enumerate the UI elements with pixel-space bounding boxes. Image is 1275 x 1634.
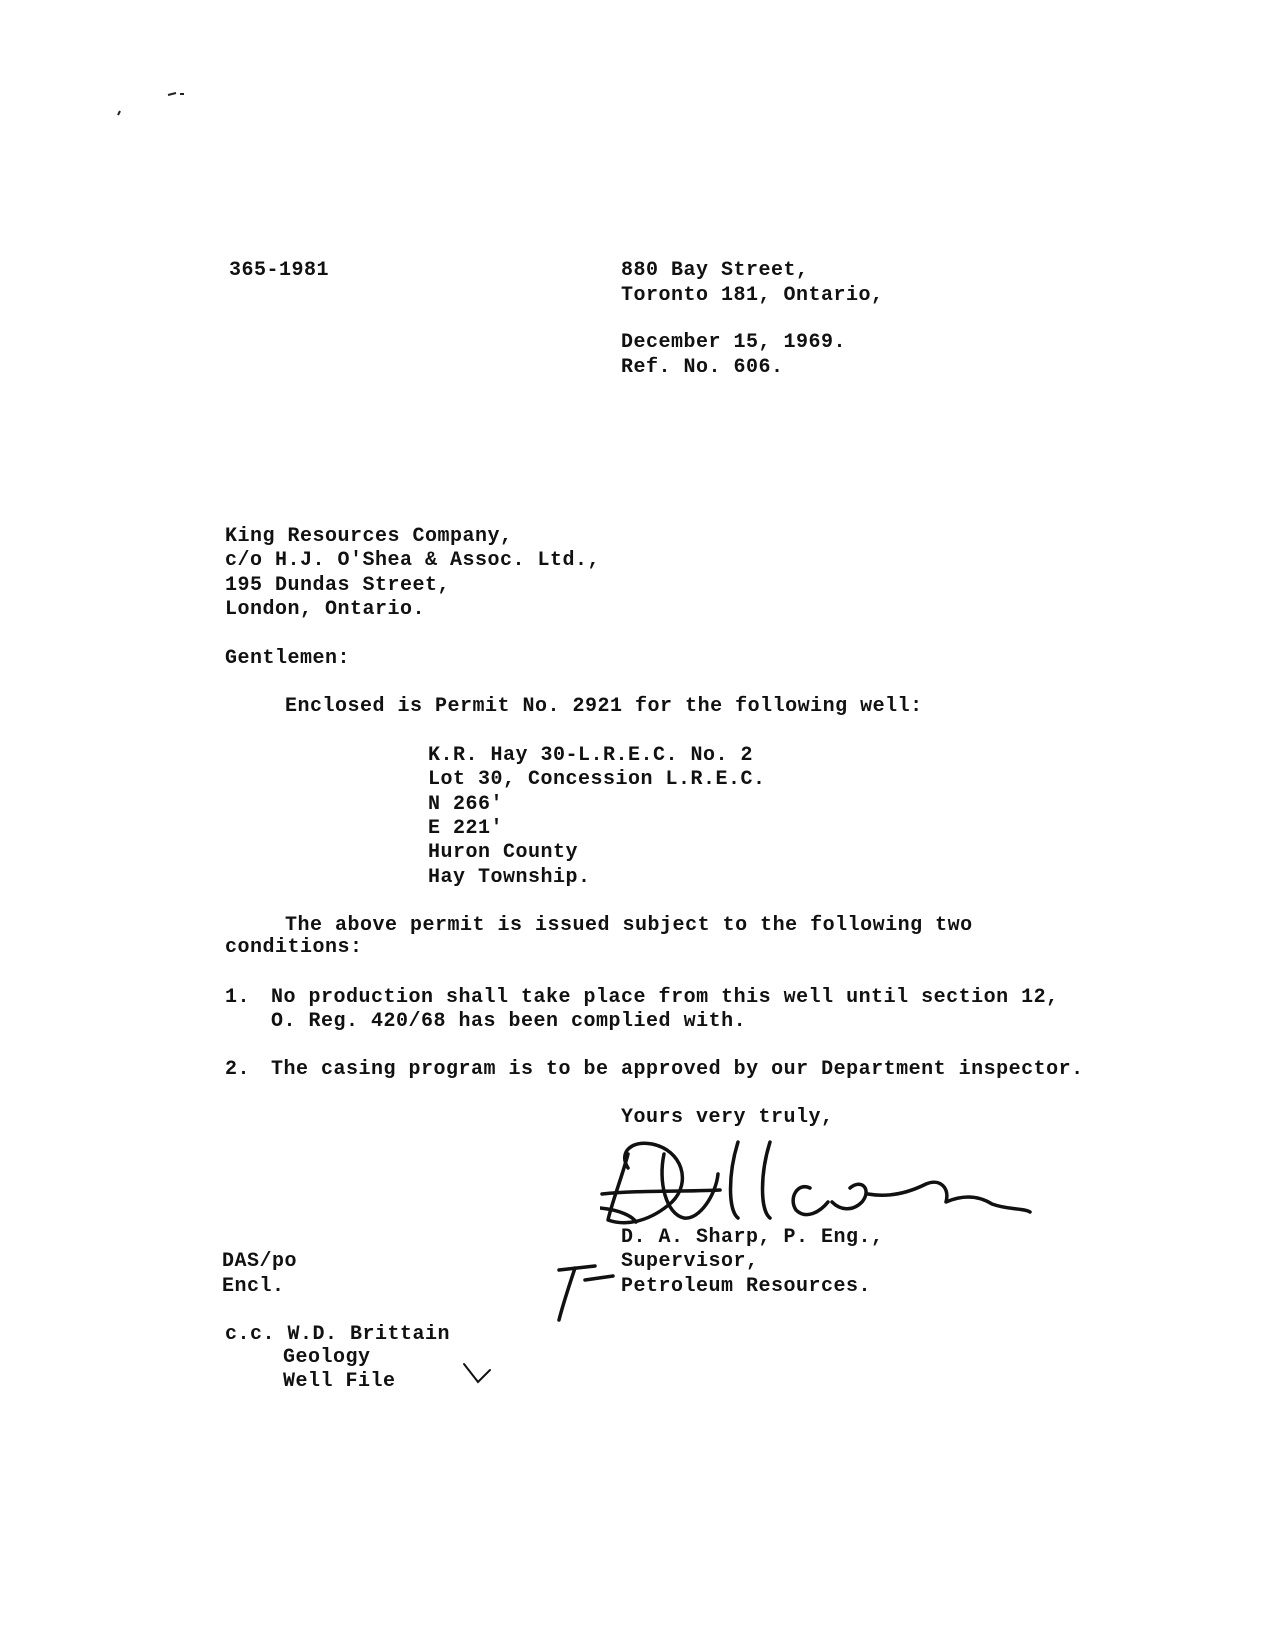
closing: Yours very truly, — [621, 1106, 834, 1129]
signatory-title: Supervisor, — [621, 1250, 759, 1273]
enclosure-note: Encl. — [222, 1275, 285, 1298]
conditions-intro-line2: conditions: — [225, 936, 363, 959]
cc-line1: c.c. W.D. Brittain — [225, 1323, 451, 1346]
well-detail-line: Hay Township. — [428, 866, 591, 889]
well-detail-line: Huron County — [428, 841, 579, 864]
well-detail-line: E 221' — [428, 817, 504, 840]
recipient-line1: King Resources Company, — [225, 525, 513, 548]
handwritten-initial-mark — [555, 1262, 615, 1324]
check-mark-icon — [462, 1362, 496, 1392]
recipient-line4: London, Ontario. — [225, 598, 426, 621]
signatory-name: D. A. Sharp, P. Eng., — [621, 1226, 884, 1249]
condition-text-line1: No production shall take place from this well until section 12, — [271, 986, 1059, 1009]
sender-address-line1: 880 Bay Street, — [621, 259, 809, 282]
letter-date: December 15, 1969. — [621, 331, 847, 354]
reference-number: Ref. No. 606. — [621, 356, 784, 379]
sender-address-line2: Toronto 181, Ontario, — [621, 284, 884, 307]
condition-number: 1. — [225, 986, 251, 1009]
condition-text-line2: O. Reg. 420/68 has been complied with. — [271, 1010, 747, 1033]
recipient-line3: 195 Dundas Street, — [225, 574, 451, 597]
condition-number: 2. — [225, 1058, 251, 1081]
well-detail-line: N 266' — [428, 793, 504, 816]
well-detail-line: K.R. Hay 30-L.R.E.C. No. 2 — [428, 744, 754, 767]
scan-specks — [110, 85, 200, 125]
cc-line2: Geology — [283, 1346, 371, 1369]
signatory-department: Petroleum Resources. — [621, 1275, 872, 1298]
intro-paragraph: Enclosed is Permit No. 2921 for the following well: — [285, 695, 923, 718]
condition-text-line1: The casing program is to be approved by our Department inspector. — [271, 1058, 1084, 1081]
recipient-line2: c/o H.J. O'Shea & Assoc. Ltd., — [225, 549, 601, 572]
salutation: Gentlemen: — [225, 647, 351, 670]
file-number: 365-1981 — [229, 259, 330, 282]
well-detail-line: Lot 30, Concession L.R.E.C. — [428, 768, 766, 791]
typist-initials: DAS/po — [222, 1250, 298, 1273]
conditions-intro-line1: The above permit is issued subject to the following two — [285, 914, 973, 937]
cc-line3: Well File — [283, 1370, 396, 1393]
